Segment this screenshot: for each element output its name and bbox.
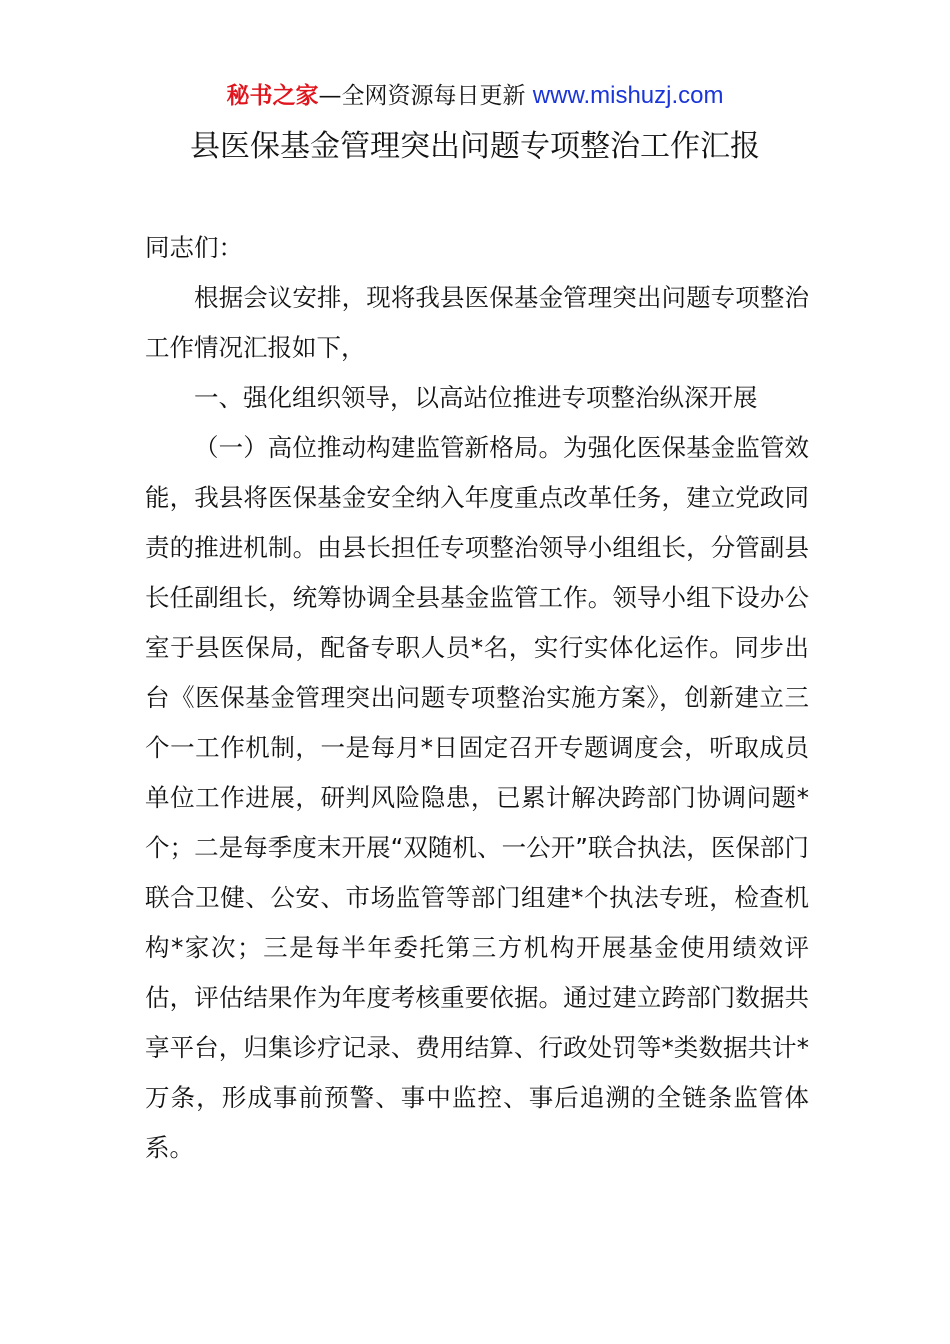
- document-title: 县医保基金管理突出问题专项整治工作汇报: [190, 129, 760, 164]
- brand-name: 秘书之家: [226, 83, 319, 109]
- site-url-link[interactable]: www.mishuzj.com: [532, 82, 724, 109]
- salutation: 同志们：: [145, 233, 243, 262]
- section-heading: 一、强化组织领导，以高站位推进专项整治纵深开展: [194, 383, 758, 412]
- site-banner: [0, 80, 950, 112]
- banner-tagline: —全网资源每日更新: [318, 83, 526, 109]
- document-body: [145, 223, 809, 1173]
- body-paragraph: （一）高位推动构建监管新格局。为强化医保基金监管效能，我县将医保基金安全纳入年度重点改革任务，建立党政同责的推进机制。由县长担任专项整治领导小组组长，分管副县长任副组长，统筹协调全县基金监管工作。领导小组下设办公室于县医保局，配备专职人员*名，实行实体化运作。同步出台《医保基金管理突出问题专项整治实施方案》，创新建立三个一工作机制，一是每月*日固定召开专题调度会，听取成员单位工作进展，研判风险隐患，已累计解决跨部门协调问题*个；二是每季度末开展“双随机、一公开”联合执法，医保部门联合卫健、公安、市场监管等部门组建*个执法专班，检查机构*家次；三是每半年委托第三方机构开展基金使用绩效评估，评估结果作为年度考核重要依据。通过建立跨部门数据共享平台，归集诊疗记录、费用结算、行政处罚等*类数据共计*万条，形成事前预警、事中监控、事后追溯的全链条监管体系。: [145, 433, 809, 1162]
- intro-paragraph: 根据会议安排，现将我县医保基金管理突出问题专项整治工作情况汇报如下，: [145, 283, 809, 362]
